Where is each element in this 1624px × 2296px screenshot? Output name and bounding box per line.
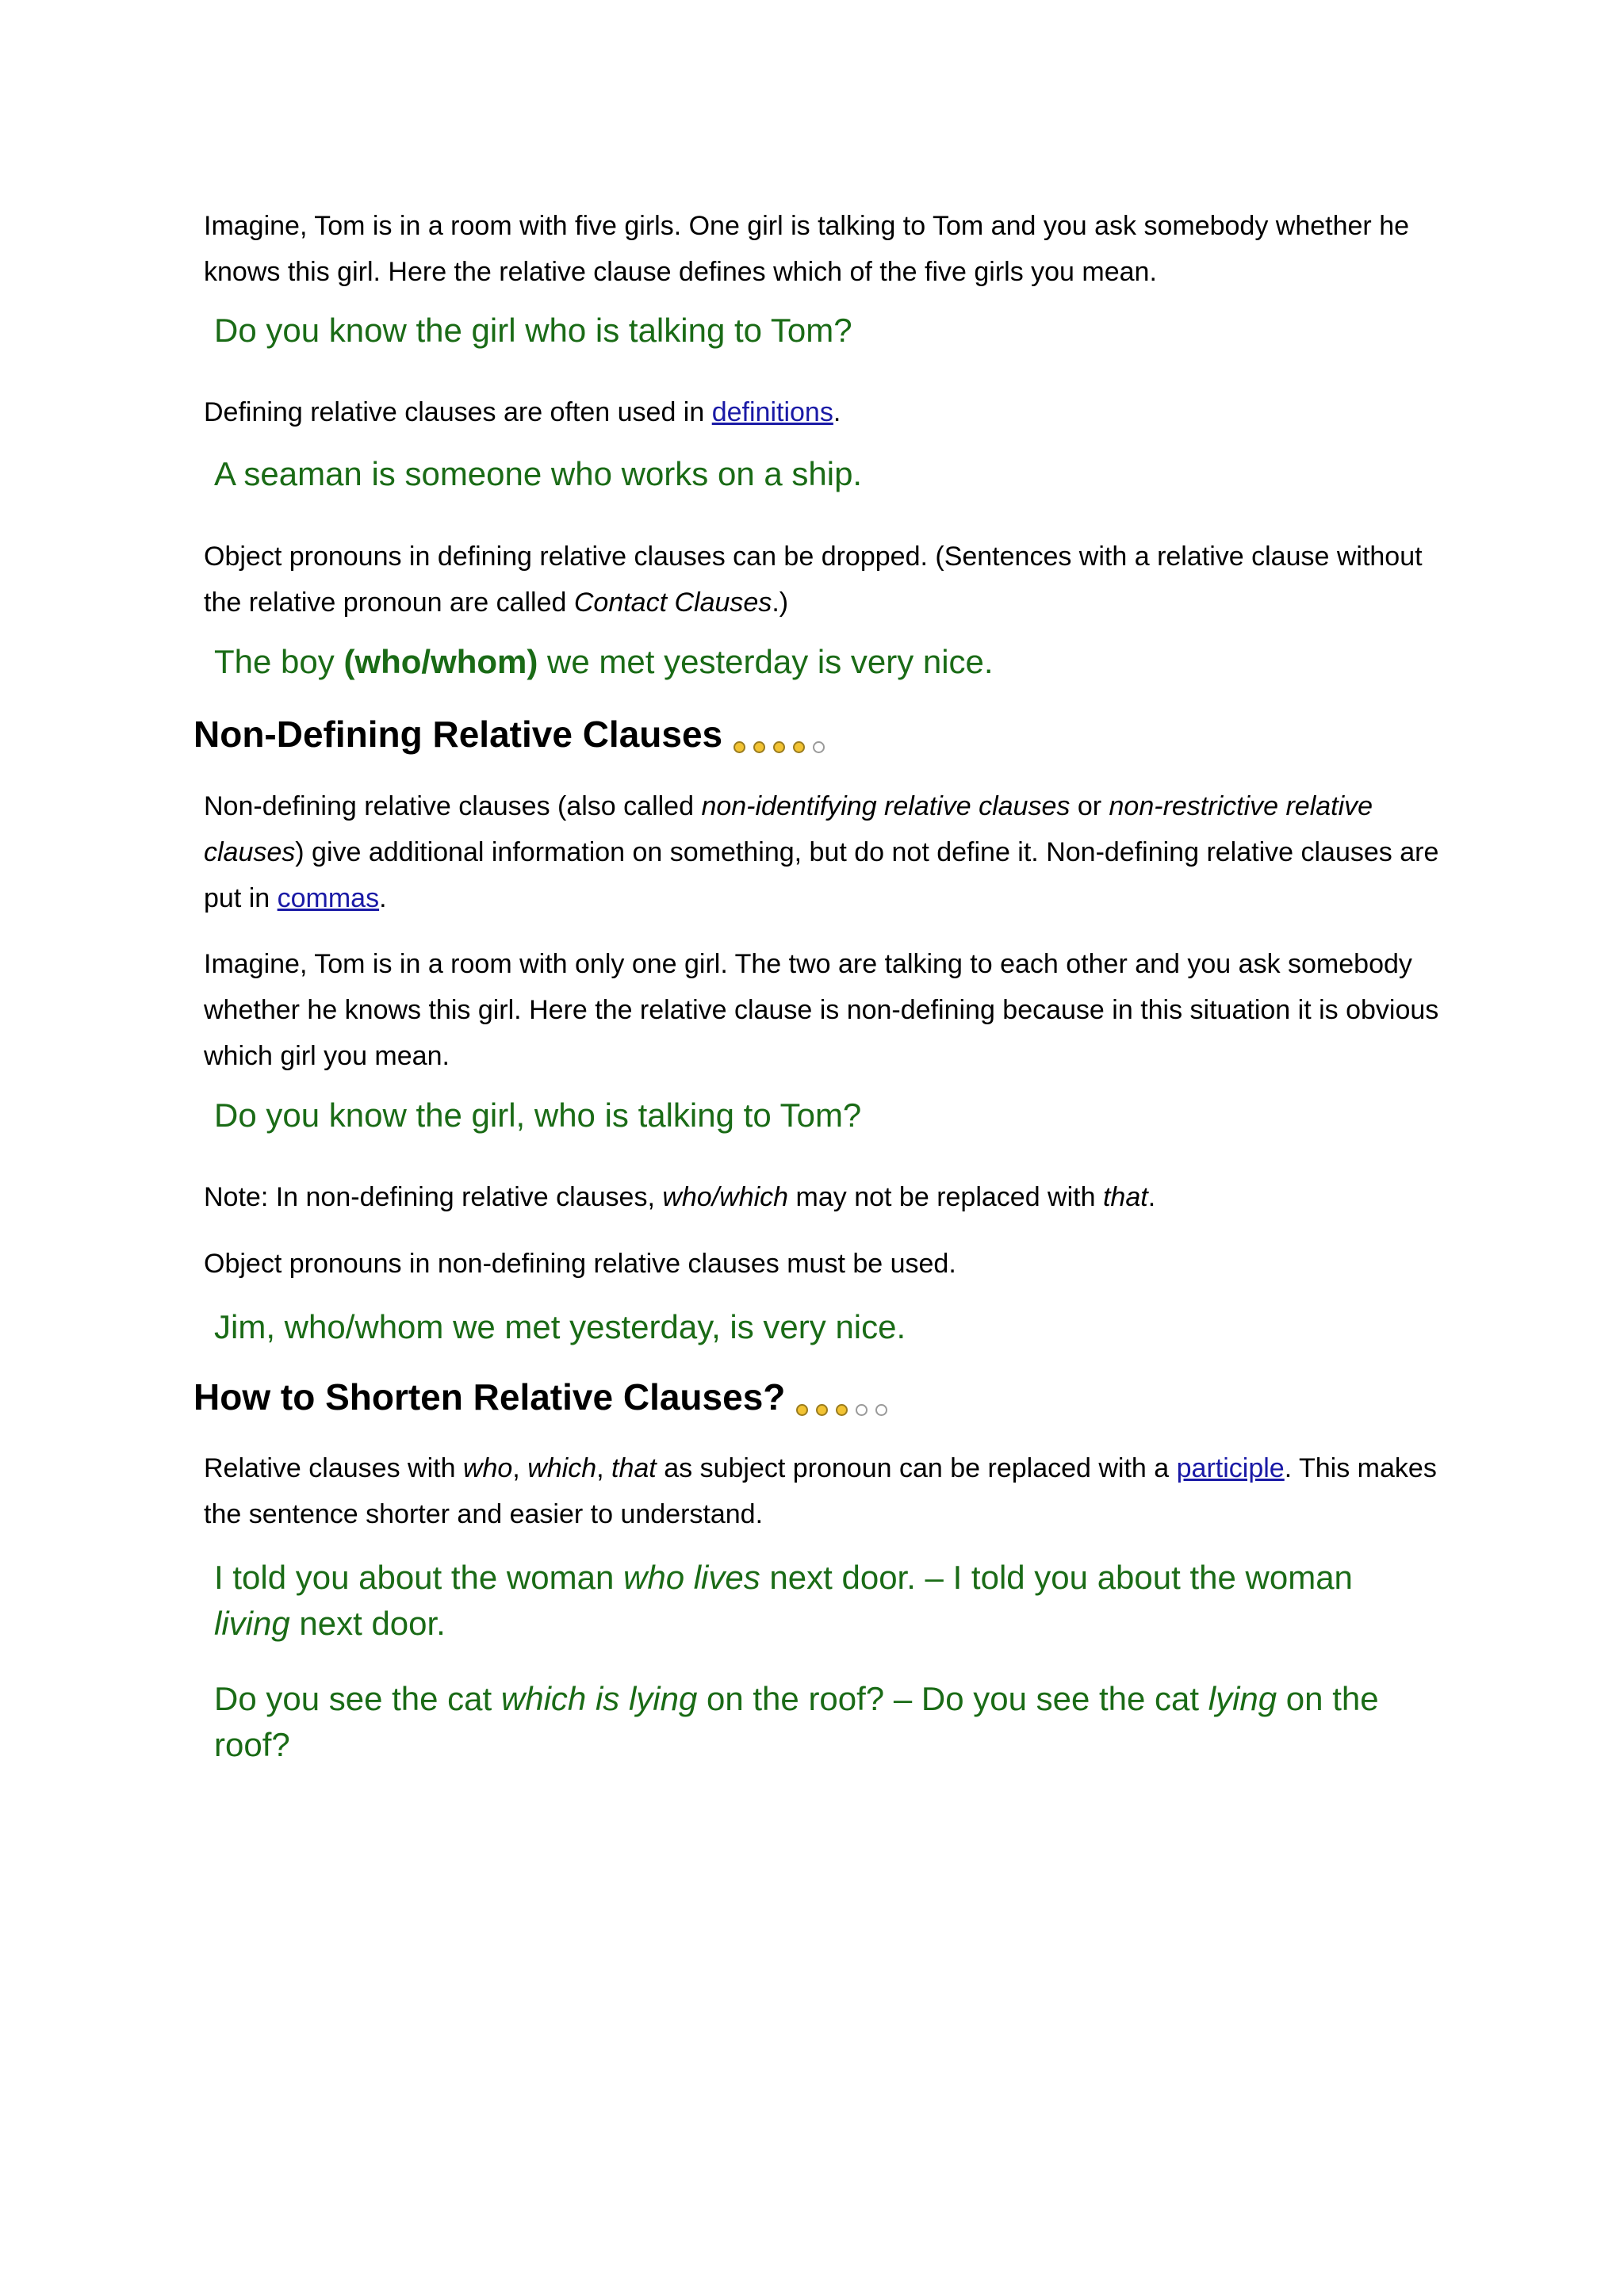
paragraph-non-defining-intro [204,783,1441,921]
rating-dot-filled [816,1404,828,1416]
woman-text-3: next door. [289,1605,446,1642]
difficulty-rating [796,1380,895,1427]
intro-text-3: ) give additional information on something, but do not define it. Non-defining relative clauses are put in [204,837,1439,913]
shorten-text-2: , [512,1453,528,1483]
example-seaman: A seaman is someone who works on a ship. [214,455,863,492]
definitions-link[interactable]: definitions [711,397,833,427]
shorten-text-3: , [596,1453,612,1483]
cat-term-1: which is lying [500,1680,698,1717]
heading-shorten [193,1373,895,1424]
cat-term-2: lying [1208,1680,1277,1717]
cat-text-3: on the roof? [214,1680,1379,1763]
woman-term-1: who lives [623,1559,760,1596]
cat-text-2: on the roof? – Do you see the cat [697,1680,1208,1717]
woman-text-1: I told you about the woman [214,1559,623,1596]
shorten-text-4: as subject pronoun can be replaced with a [656,1453,1177,1483]
rating-dot-empty [813,741,825,753]
heading-shorten-text: How to Shorten Relative Clauses? [193,1376,786,1418]
shorten-term-which: which [527,1453,597,1483]
paragraph-object-end: .) [772,587,789,618]
rating-dot-filled [753,741,765,753]
participle-link[interactable]: participle [1176,1453,1285,1483]
intro-text-1: Non-defining relative clauses (also called [204,791,702,821]
example-boy [214,639,1404,685]
shorten-text-5: . This makes the sentence shorter and easier to understand. [204,1453,1437,1529]
example-girl-non-defining: Do you know the girl, who is talking to Tom? [214,1096,862,1134]
example-cat [214,1676,1404,1768]
paragraph-definitions-text: Defining relative clauses are often used in [204,397,712,427]
rating-dot-empty [856,1404,868,1416]
rating-dot-filled [793,741,805,753]
note-term-2: that [1102,1182,1148,1212]
example-boy-bold: (who/whom) [343,643,538,680]
contact-clauses-term: Contact Clauses [573,587,772,618]
intro-text-4: . [379,883,387,913]
paragraph-shorten-intro [204,1445,1441,1537]
note-text-3: . [1147,1182,1156,1212]
paragraph-object-pronouns-defining [204,534,1441,626]
shorten-text-1: Relative clauses with [204,1453,463,1483]
paragraph-object-pronouns-non-defining: Object pronouns in non-defining relative clauses must be used. [204,1249,956,1279]
cat-text-1: Do you see the cat [214,1680,501,1717]
rating-dot-filled [796,1404,808,1416]
paragraph-definitions [204,389,1441,435]
woman-text-2: next door. – I told you about the woman [760,1559,1353,1596]
shorten-term-who: who [462,1453,513,1483]
example-boy-end: we met yesterday is very nice. [538,643,994,680]
example-girl-defining: Do you know the girl who is talking to Tom? [214,312,852,349]
note-text-1: Note: In non-defining relative clauses, [204,1182,663,1212]
note-term-1: who/which [662,1182,789,1212]
paragraph-definitions-end: . [833,397,841,427]
paragraph-non-defining-situation: Imagine, Tom is in a room with only one girl. The two are talking to each other and you ask somebody whether he knows this girl. Here the relative clause is non-defining because in this situation it is obvious which girl you mean. [204,949,1439,1071]
example-woman [214,1555,1404,1647]
woman-term-2: living [214,1605,290,1642]
heading-non-defining-text: Non-Defining Relative Clauses [193,714,723,755]
note-who-which [204,1174,1441,1220]
rating-dot-filled [773,741,785,753]
intro-term-1: non-identifying relative clauses [701,791,1071,821]
intro-term-2: non-restrictive relative clauses [204,791,1373,867]
rating-dot-filled [733,741,745,753]
intro-text-2: or [1070,791,1109,821]
commas-link[interactable]: commas [277,883,380,913]
rating-dot-empty [875,1404,887,1416]
rating-dot-filled [836,1404,848,1416]
example-jim: Jim, who/whom we met yesterday, is very nice. [214,1308,906,1345]
paragraph-object-text: Object pronouns in defining relative clauses can be dropped. (Sentences with a relative clause without the relative pronoun are called [204,541,1423,618]
heading-non-defining [193,710,833,761]
example-boy-start: The boy [214,643,344,680]
difficulty-rating [733,717,833,764]
shorten-term-that: that [611,1453,657,1483]
paragraph-defining-situation: Imagine, Tom is in a room with five girls. One girl is talking to Tom and you ask somebody whether he knows this girl. Here the relative clause defines which of the five girls you mean. [204,211,1410,287]
note-text-2: may not be replaced with [788,1182,1103,1212]
